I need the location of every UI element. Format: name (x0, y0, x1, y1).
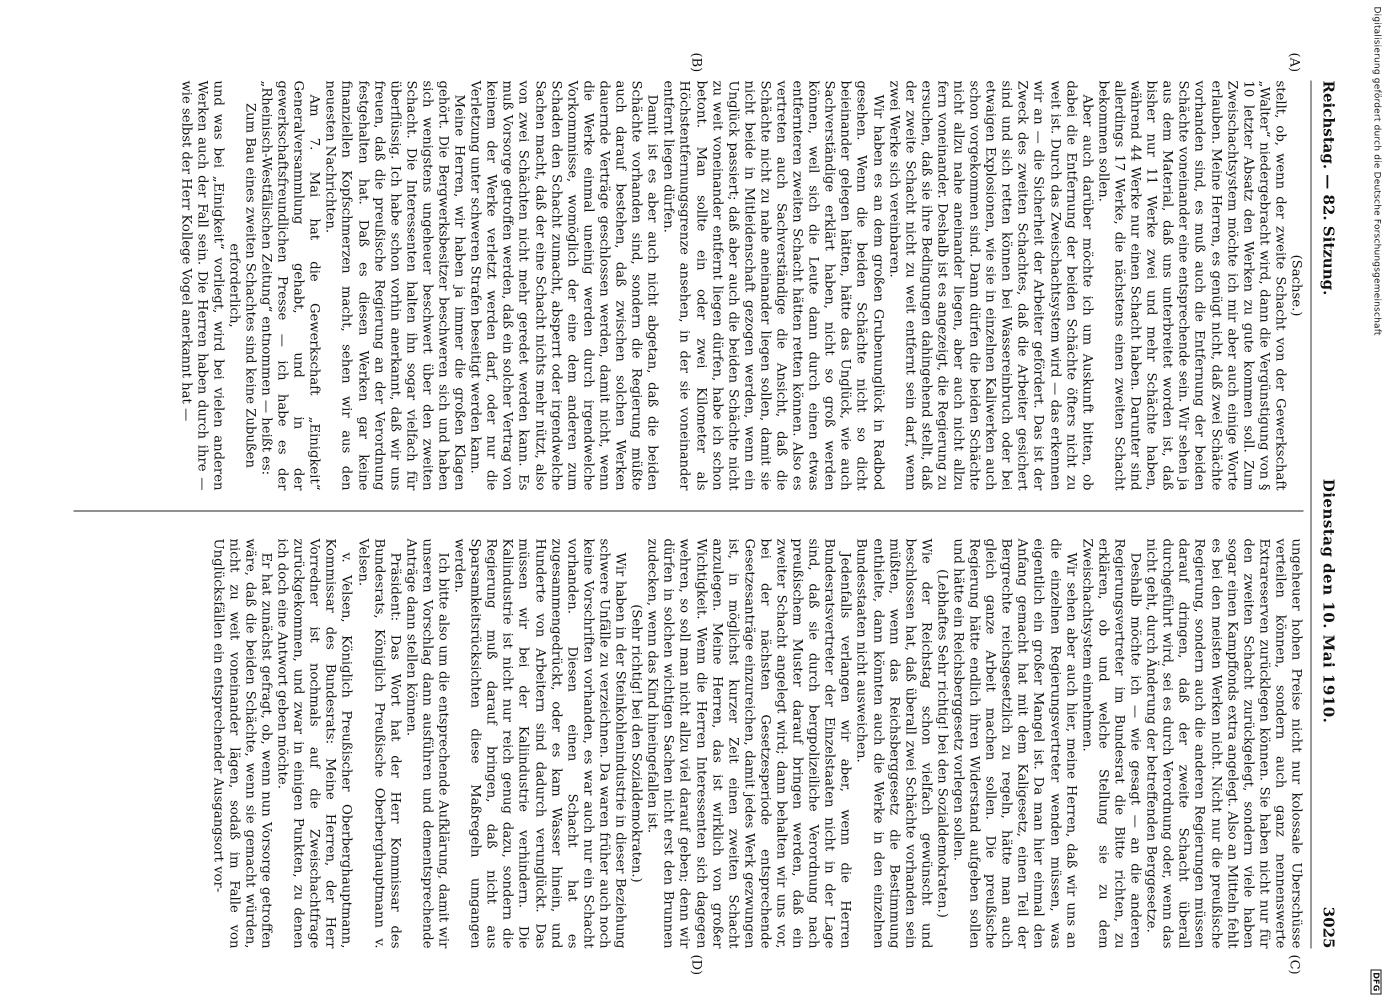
interjection: (Sehr richtig! bei den Sozialdemokraten.) (628, 603, 644, 883)
speaker-paragraph: v. Velsen, Königlich Preußischer Oberberghauptmann, Kommissar des Bundesrats: Meine Herren, der Herr Vorredner ist nochmals auf die Zweischachtfrage zurückgekommen, und zwar in einigen Punkten, zu denen ich doch eine Antwort geben möchte. (274, 538, 354, 948)
paragraph: und was bei „Einigkeit“ vorliegt, wird bei vielen anderen Werken auch der Fall sein. Die Herren haben durch ihre — wie selbst der Herr Kollege Vogel anerkannt hat — (177, 80, 225, 490)
paragraph: Deshalb möchte ich — wie gesagt — an die anderen Regierungsvertreter im Bundesrat die Bitte richten, zu erklären, ob und welche Stellung sie zu dem Zweischachtsystem einnehmen. (1078, 538, 1143, 948)
text-column-left (73, 80, 1303, 490)
paragraph: Wir sehen aber auch hier, meine Herren, daß wir uns an die einzelnen Regierungsvertreter wenden müssen, was eigentlich ein großer Mangel ist. Da man hier einmal den Anfang gemacht hat mit dem Kaligesetz, einen Teil der Bergrechte reichsgesetzlich zu regeln, hätte man auch gleich ganze Arbeit machen sollen. Die preußische Regierung hätte endlich ihren Widerstand aufgeben sollen und hätte ein Reichsberggesetz vorlegen sollen. (950, 538, 1078, 948)
interjection: (Lebhaftes Sehr richtig! bei den Sozialdemokraten.) (933, 568, 949, 918)
quotation: Zum Bau eines zweiten Schachtes sind keine Zubußen erforderlich, (225, 102, 257, 468)
header-date: Dienstag den 10. Mai 1910. (1319, 478, 1337, 723)
digitization-credit (1369, 0, 1383, 1000)
header-session: Reichstag. — 82. Sitzung. (1319, 80, 1337, 295)
paragraph: Jedenfalls verlangen wir aber, wenn die Herren Bundesratsvertreter der Einzelstaaten nicht in der Lage sind, daß sie durch bergpolizeiliche Verordnung nach preußischem Muster darauf bringen werden, daß ein zweiter Schacht angelegt wird; dann behalten wir uns vor, bei der nächsten Gesetzesperiode entsprechende Gesetzesanträge einzureichen, damit jedes Werk gezwungen ist, in möglichst kurzer Zeit einen zweiten Schacht anzulegen. Meine Herren, das ist wirklich von großer Wichtigkeit. Wenn die Herren Interessenten sich dagegen wehren, so soll man nicht allzu viel darauf geben; denn wir dürfen in solchen wichtigen Sachen nicht erst den Brunnen zudecken, wenn das Kind hineingefallen ist. (644, 538, 853, 948)
header-rule (1310, 80, 1311, 948)
column-divider (73, 510, 1303, 511)
paragraph: Aber auch darüber möchte ich um Auskunft bitten, ob dabei die Entfernung der beiden Schächte öfters nicht zu weit ist. Durch das Zweischachtsystem wird — das erkennen wir an — die Sicherheit der Arbeiter gefördert. Das ist der Zweck des zweiten Schachtes, daß die Arbeiter gesichert sind und sich retten können bei Wassereinbruch oder bei etwaigen Explosionen, wie sie in einzelnen Kaliwerken auch schon vorgekommen sind. Dann dürfen die beiden Schächte nicht allzu nahe aneinander liegen, aber auch nicht allzu fern voneinander. Deshalb ist es angezeigt, die Regierung zu ersuchen, daß sie ihre Bedingungen dahingehend stellt, daß der zweite Schacht nicht zu weit entfernt sein darf, wenn zwei Werke sich vereinbaren. (885, 80, 1094, 490)
speaker-paragraph: Präsident: Das Wort hat der Herr Kommissar des Bundesrats, Königlich Preußische Oberberghauptmann v. Velsen. (354, 538, 402, 948)
paragraph: stellt, ob, wenn der zweite Schacht von der Gewerkschaft „Walter“ niedergebracht wird, dann die Vergünstigung von § 10 letzter Absatz den Werken zu gute kommen soll. Zum Zweischachtsystem möchte ich mir aber auch einige Worte erlauben. Meine Herren, es genügt nicht, daß zwei Schächte vorhanden sind, es muß auch die Entfernung der beiden Schächte voneinander eine entsprechende sein. Wir sehen ja aus dem Material, daß uns unterbreitet worden ist, daß bisher nur 11 Werke zwei und mehr Schächte haben, während 44 Werke nur einen Schacht haben. Darunter sind allerdings 17 Werke, die nächstens einen zweiten Schacht bekommen sollen. (1094, 80, 1287, 490)
page-number: 3025 (1319, 906, 1337, 948)
paragraph: Damit ist es aber auch nicht abgetan, daß die beiden Schächte vorhanden sind, sondern die Regierung müßte auch darauf bestehen, daß zwischen solchen Werken dauernde Verträge geschlossen werden, damit nicht, wenn die Werke einmal uneinig werden durch irgendwelche Vorkommnisse, womöglich der eine dem anderen zum Schaden den Schacht zumacht, absperrt oder irgendwelche Sachen macht, daß der eine Schacht nichts mehr nützt, also von zwei Schächten nicht mehr geredet werden kann. Es muß Vorsorge getroffen werden, daß ein solcher Vertrag von keinem der Werke verletzt werden darf, oder nur die Verletzung unter schweren Strafen beseitigt werden kann. (467, 80, 660, 490)
paragraph: Meine Herren, wir haben ja immer die großen Klagen gehört. Die Bergwerksbesitzer beschweren sich und haben sich wenigstens ungeheuer beschwert über den zweiten Schacht. Die Interessenten halten ihn sogar vielfach für überflüssig. Ich habe schon vorhin anerkannt, daß wir uns freuen, daß die preußische Regierung an der Verordnung festgehalten hat. Daß es diesen Werken gar keine finanziellen Kopfschmerzen macht, sehen wir aus den neuesten Nachrichten. (322, 80, 467, 490)
paragraph: Ich bitte also um die entsprechende Aufklärung, damit wir unseren Vorschlag dann ausführen und dementsprechende Anträge dann stellen können. (402, 538, 451, 948)
paragraph: Am 7. Mai hat die Gewerkschaft „Einigkeit“ Generalversammlung gehabt, und in der gewerkschaftsfreundlichen Presse — ich habe es der „Rheinisch-Westfälischen Zeitung“ entnommen — heißt es: (258, 80, 322, 490)
text-column-right (73, 538, 1303, 948)
paragraph: ungeheuer hohen Preise nicht nur kolossale Überschüsse verteilen können, sondern auch ganz nennenswerte Extrareserven zurücklegen können. Sie haben nicht nur für den zweiten Schacht zurückgelegt, sondern viele haben sogar einen Kampffonds extra angelegt. Also an Mitteln fehlt es bei den meisten Werken nicht. Nicht nur die preußische Regierung, sondern auch die anderen Regierungen müssen darauf dringen, daß der zweite Schacht überall durchgeführt wird, sei es durch Verordnung oder, wenn das nicht geht, durch Änderung der betreffenden Berggesetze. (1143, 538, 1303, 948)
paragraph: Wir haben in der Steinkohlenindustrie in dieser Beziehung schwere Unfälle zu verzeichnen. Da waren früher auch noch keine Vorschriften vorhanden, es war auch nur ein Schacht vorhanden. Diesen einen Schacht hat es zugesammengedrückt, oder es kam Wasser hinein, und Hunderte von Arbeitern sind dadurch verunglückt. Das müssen wir bei der Kaliindustrie verhindern. Die Kaliindustrie ist nicht nur reich genug dazu, sondern die Regierung muß darauf bringen, daß nicht aus Sparsamkeitsrücksichten diese Maßregeln umgangen werden. (451, 538, 628, 948)
paragraph: Wie der Reichstag schon vielfach gewünscht und beschlossen hat, daß überall zwei Schächte vorhanden sein müßten, wenn das Reichsberggesetz die Bestimmung enthielte, dann könnten auch die Werke in den einzelnen Bundesstaaten nicht ausweichen. (853, 538, 933, 948)
page-header (1313, 80, 1343, 948)
margin-marker-a: (A) (1286, 52, 1301, 72)
margin-marker-c: (C) (1286, 954, 1301, 975)
margin-marker-b: (B) (688, 52, 703, 72)
paragraph: Er hat zunächst gefragt, ob, wenn nun Vorsorge getroffen wäre, daß die beiden Schächte, wenn sie gemacht würden, nicht zu weit voneinander lägen, sodaß im Falle von Unglücksfällen ein entsprechender Ausgangsort vor- (209, 538, 273, 948)
margin-marker-d: (D) (688, 954, 703, 975)
digitization-note: Digitalisierung gefördert durch die Deutsche Forschungsgemeinschaft (1371, 6, 1381, 336)
paragraph: Wir haben es an dem großen Grubenunglück in Radbod gesehen. Wenn die beiden Schächte nicht so dicht beieinander gelegen hätten, hätte das Unglück, wie auch Sachverständige erklärt haben, nicht so groß werden können, weil sich die Leute dann durch einen etwas entfernteren zweiten Schacht hätten retten können. Also es vertreten auch Sachverständige die Ansicht, daß die Schächte nicht zu nahe aneinander liegen sollen, damit sie nicht beide in Mitleidenschaft gezogen werden, wenn ein Unglück passiert; daß aber auch die beiden Schächte nicht zu weit voneinander entfernt liegen dürfen, habe ich schon betont. Man sollte ein oder zwei Kilometer als Höchstentfernungsgrenze ansehen, in der sie voneinander entfernt liegen dürfen. (660, 80, 885, 490)
dfg-logo: DFG (1371, 969, 1382, 994)
speaker-tag: (Sachse.) (1288, 254, 1303, 316)
